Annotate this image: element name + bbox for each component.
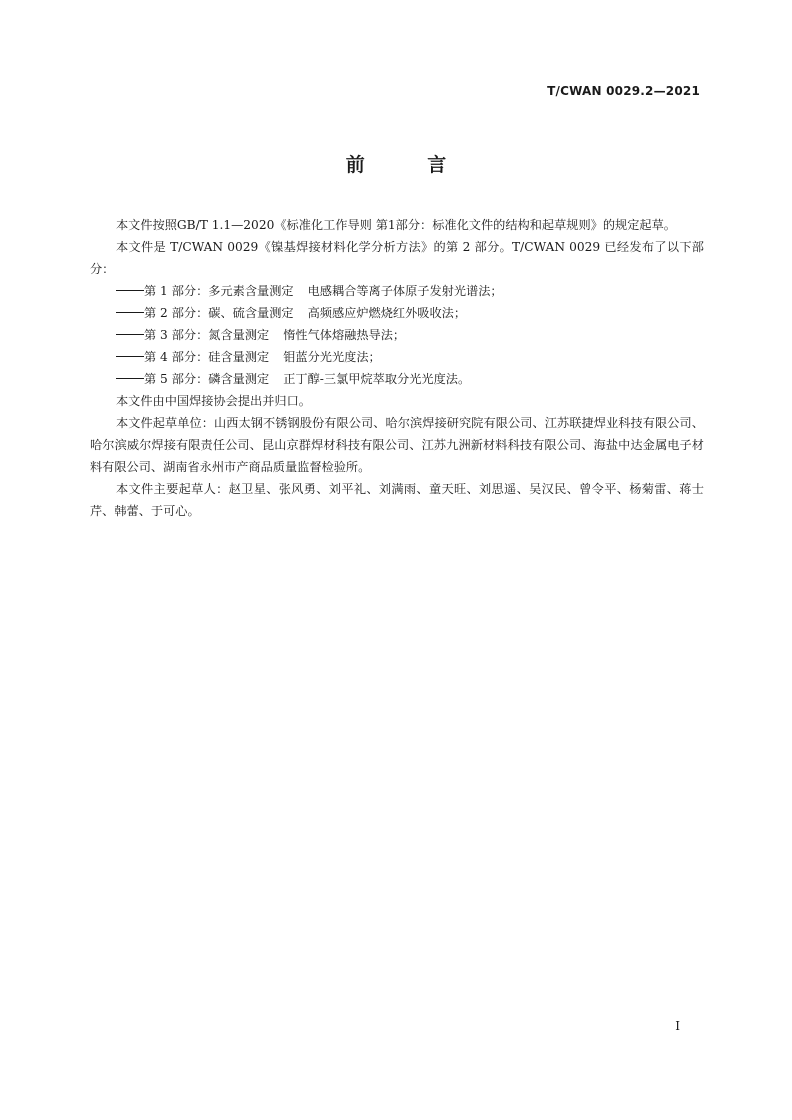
intro-paragraph: 本文件按照GB/T 1.1—2020《标准化工作导则 第1部分：标准化文件的结构和起草规则》的规定起草。 — [116, 218, 676, 232]
part-method: 钼蓝分光光度法； — [283, 350, 381, 364]
part-method: 正丁醇-三氯甲烷萃取分光光度法。 — [283, 372, 471, 386]
part-name: 第 3 部分：氮含量测定 — [144, 328, 270, 342]
standard-code: T/CWAN 0029.2—2021 — [547, 84, 700, 98]
foreword-body — [90, 214, 704, 522]
em-dash-mark — [116, 356, 144, 357]
page-title: 前 言 — [345, 154, 475, 176]
em-dash-mark — [116, 378, 144, 379]
part-list-item — [90, 302, 704, 324]
drafting-units-paragraph: 本文件起草单位：山西太钢不锈钢股份有限公司、哈尔滨焊接研究院有限公司、江苏联捷焊业科技有限公司、哈尔滨威尔焊接有限责任公司、昆山京群焊材科技有限公司、江苏九洲新材料科技有限公司、海盐中达金属电子材料有限公司、湖南省永州市产商品质量监督检验所。 — [90, 416, 704, 474]
part-method: 电感耦合等离子体原子发射光谱法； — [307, 284, 503, 298]
part-list-item — [90, 280, 704, 302]
em-dash-mark — [116, 290, 144, 291]
intro-paragraph: 本文件是 T/CWAN 0029《镍基焊接材料化学分析方法》的第 2 部分。T/CWAN 0029 已经发布了以下部分： — [90, 240, 704, 276]
part-name: 第 5 部分：磷含量测定 — [144, 372, 270, 386]
part-list-item — [90, 346, 704, 368]
part-list-item — [90, 368, 704, 390]
part-name: 第 4 部分：硅含量测定 — [144, 350, 270, 364]
em-dash-mark — [116, 334, 144, 335]
part-name: 第 2 部分：碳、硫含量测定 — [144, 306, 294, 320]
em-dash-mark — [116, 312, 144, 313]
part-method: 高频感应炉燃烧红外吸收法； — [307, 306, 467, 320]
part-name: 第 1 部分：多元素含量测定 — [144, 284, 294, 298]
part-list-item — [90, 324, 704, 346]
part-method: 惰性气体熔融热导法； — [283, 328, 406, 342]
responsible-org-paragraph: 本文件由中国焊接协会提出并归口。 — [116, 394, 311, 408]
page-number: I — [675, 1019, 680, 1033]
drafters-paragraph: 本文件主要起草人：赵卫星、张风勇、刘平礼、刘满雨、童天旺、刘思遥、吴汉民、曾令平、杨菊雷、蒋士芹、韩蕾、于可心。 — [90, 482, 704, 518]
